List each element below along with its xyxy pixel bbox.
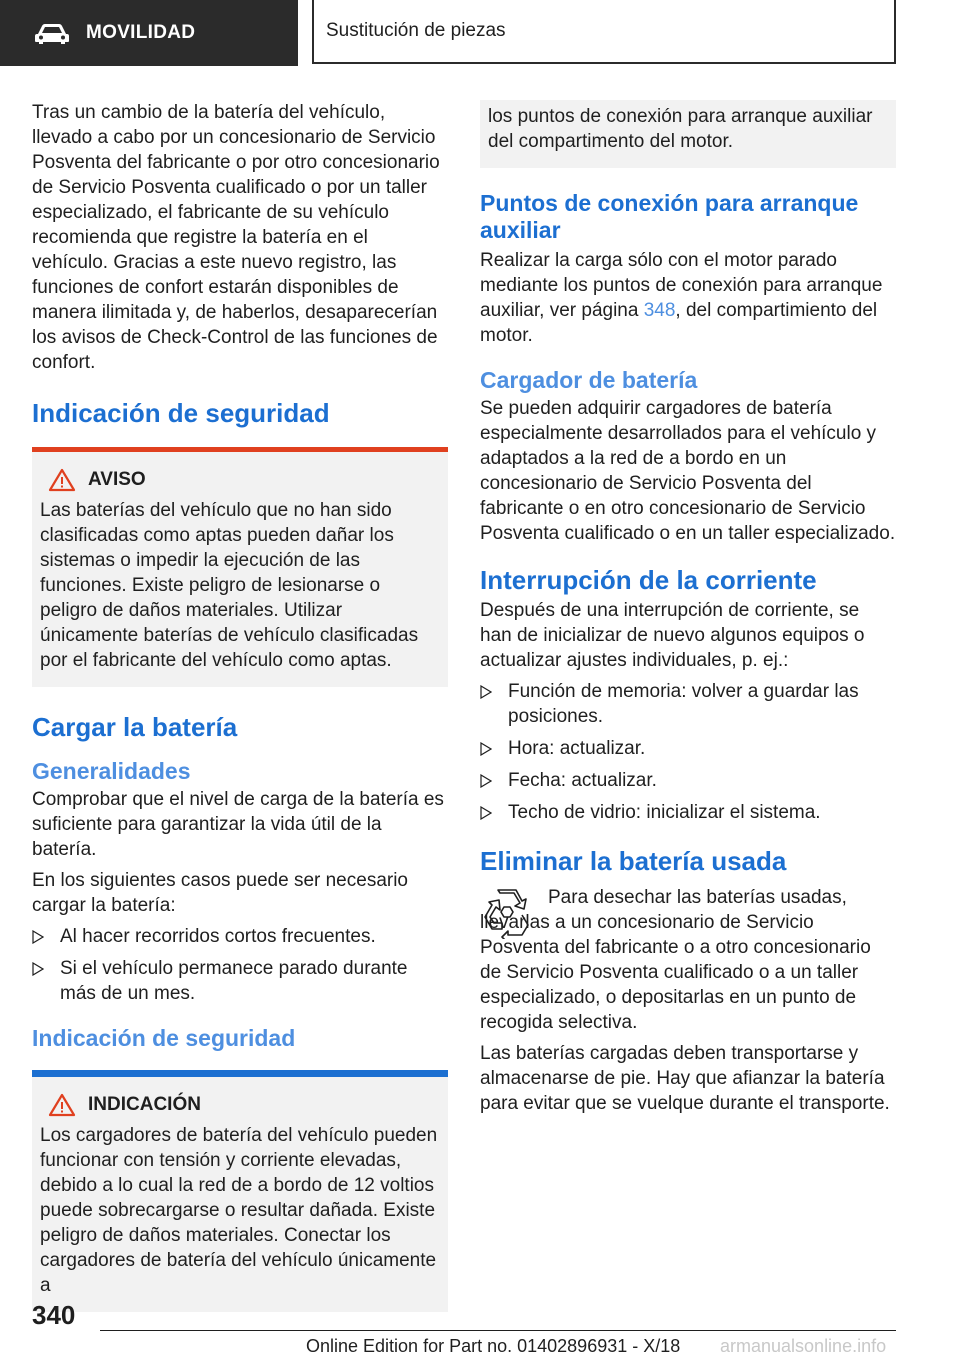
dispose-text-2: Las baterías cargadas deben transportarse y almacenarse de pie. Hay que afianzar la batería para evitar que se vuelque durante el transporte. (480, 1043, 890, 1114)
warning-text: Las baterías del vehículo que no han sido clasificadas como aptas pueden dañar los sistemas o impedir la ejecución de las funciones. Existe peligro de lesionarse o peligro de daños materiales. Utilizar únicamente baterías de vehículo clasificadas por el fabricante del vehículo como aptas. (40, 500, 419, 671)
footer-edition: Online Edition for Part no. 01402896931 - X/18 (306, 1336, 681, 1356)
triangle-bullet-icon (480, 774, 492, 788)
safety-heading: Indicación de seguridad (32, 398, 330, 428)
general-heading: Generalidades (32, 758, 191, 784)
chapter-label: Sustitución de piezas (326, 20, 506, 41)
notice-text: Los cargadores de batería del vehículo pueden funcionar con tensión y corriente elevadas, debido a lo cual la red de a bordo de 12 voltios puede sobrecargarse o resultar dañada. Existe peligro de daños materiales. Conectar los cargadores de batería del vehículo únicamente a (40, 1125, 438, 1296)
notice-title: INDICACIÓN (88, 1094, 201, 1115)
general-paragraph-1: Comprobar que el nivel de carga de la batería es suficiente para garantizar la vida útil de la batería. (32, 789, 444, 860)
page-header (0, 0, 960, 66)
notice-box (32, 1070, 448, 1312)
list-item: Fecha: actualizar. (480, 768, 896, 793)
warning-triangle-icon (48, 468, 76, 492)
warning-triangle-icon (48, 1093, 76, 1117)
jump-start-heading: Puntos de conexión para arranque auxiliar (480, 190, 859, 243)
dispose-battery-heading: Eliminar la batería usada (480, 846, 787, 876)
left-column (32, 100, 448, 1312)
intro-paragraph: Tras un cambio de la batería del vehículo, llevado a cabo por un concesionario de Servicio Posventa del fabricante o por otro concesionario de Servicio Posventa cualificado o por un taller especializado, el fabricante de su vehículo recomienda que registre la batería en el vehículo. Gracias a este nuevo registro, las funciones de confort estarán disponibles de manera ilimitada y, de haberlos, desaparecerían los avisos de Check-Control de las funciones de confort. (32, 102, 440, 373)
charger-text: Se pueden adquirir cargadores de batería especialmente desarrollados para el vehículo y adaptados a la red de a bordo en un concesionario de Servicio Posventa del fabricante o en otro concesionario de Servicio Posventa cualificado o en un taller especializado. (480, 398, 896, 544)
page-number: 340 (32, 1300, 76, 1330)
triangle-bullet-icon (480, 685, 492, 699)
charge-heading: Cargar la batería (32, 712, 238, 742)
right-column (480, 100, 896, 1122)
warning-box (32, 447, 448, 687)
triangle-bullet-icon (480, 742, 492, 756)
chapter-tab[interactable] (312, 0, 896, 64)
section-label: MOVILIDAD (86, 22, 196, 43)
triangle-bullet-icon (32, 930, 44, 944)
section-tab[interactable] (0, 0, 298, 66)
notice-text-continued: los puntos de conexión para arranque auxiliar del compartimento del motor. (488, 106, 873, 152)
watermark: armanualsonline.info (720, 1336, 887, 1356)
power-interruption-list (480, 679, 896, 825)
general-list (32, 924, 448, 1006)
list-item: Función de memoria: volver a guardar las posiciones. (480, 679, 896, 729)
triangle-bullet-icon (32, 962, 44, 976)
footer-divider (100, 1330, 896, 1331)
list-item: Techo de vidrio: inicializar el sistema. (480, 800, 896, 825)
list-item: Hora: actualizar. (480, 736, 896, 761)
car-icon (34, 22, 70, 44)
power-interruption-heading: Interrupción de la corriente (480, 565, 817, 595)
charger-heading: Cargador de batería (480, 367, 698, 393)
notice-box-continued (480, 100, 896, 168)
list-item: Si el vehículo permanece parado durante más de un mes. (32, 956, 448, 1006)
dispose-text: Para desechar las baterías usadas, llevarlas a un concesionario de Servicio Posventa del fabricante o a otro concesionario de Servicio Posventa cualificado o a un taller especializado, o depositarlas en un punto de recogida selectiva. (480, 887, 871, 1033)
power-interruption-text: Después de una interrupción de corriente, se han de inicializar de nuevo algunos equipos o actualizar ajustes individuales, p. ej.: (480, 600, 865, 671)
warning-title: AVISO (88, 469, 146, 490)
general-paragraph-2: En los siguientes casos puede ser necesario cargar la batería: (32, 870, 409, 916)
list-item: Al hacer recorridos cortos frecuentes. (32, 924, 448, 949)
triangle-bullet-icon (480, 806, 492, 820)
page-reference-link[interactable]: 348 (643, 300, 676, 321)
jump-start-text: Realizar la carga sólo con el motor parado mediante los puntos de conexión para arranque auxiliar, ver página 348, del compartimiento del motor. (480, 250, 883, 346)
safety-heading-2: Indicación de seguridad (32, 1025, 296, 1051)
